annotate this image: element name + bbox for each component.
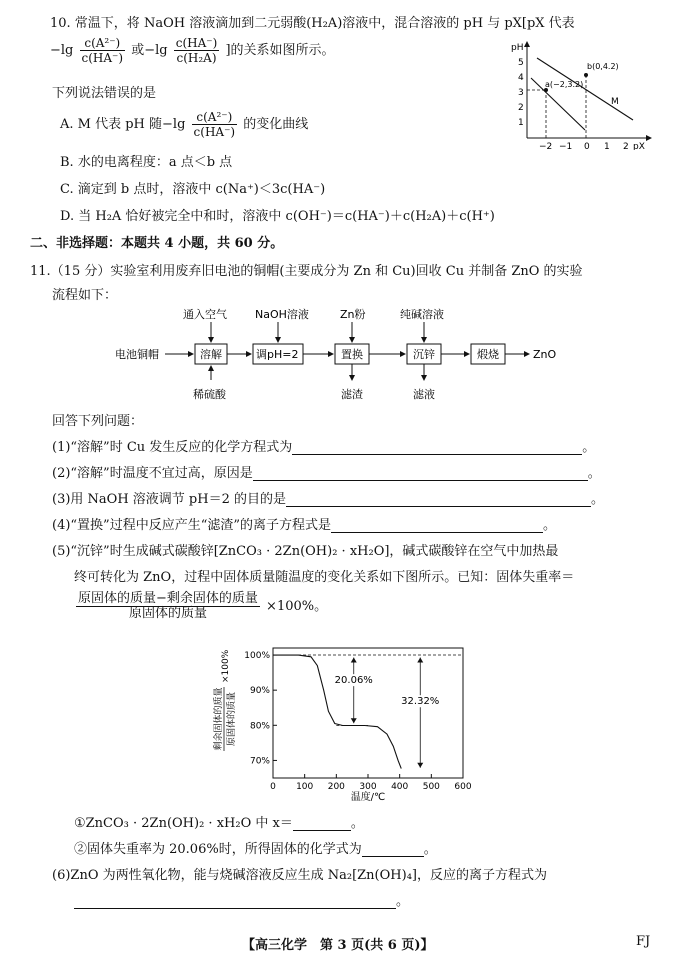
q10-frac1 <box>80 36 126 65</box>
q10-prompt: 下列说法错误的是 <box>52 86 157 101</box>
q11-part6-blank[interactable] <box>74 894 396 909</box>
flow-box4-label: 沉锌 <box>413 348 435 361</box>
q10-xtick-m1: −1 <box>559 142 573 150</box>
q11-part4-text: (4)“置换”过程中反应产生“滤渣”的离子方程式是 <box>52 518 331 533</box>
chart2-ylabel-suffix: ×100% <box>221 649 231 683</box>
q11-part1-period: 。 <box>582 440 596 455</box>
q11-part6-period: 。 <box>396 894 410 909</box>
q10-ytick-2: 2 <box>518 103 524 113</box>
q11-sub2-text: ②固体失重率为 20.06%时，所得固体的化学式为 <box>74 842 362 857</box>
q10-frac1-num: c(A²⁻) <box>80 36 126 51</box>
flow-box5-label: 煅烧 <box>477 348 499 361</box>
q10-curve-m-label: M <box>611 97 619 107</box>
q10-xtick-0: 0 <box>584 142 590 150</box>
chart2-xtick-label-3: 300 <box>359 782 377 792</box>
q11-sub1-blank[interactable] <box>293 816 351 831</box>
q10-line2-post: ]的关系如图所示。 <box>225 43 335 58</box>
chart2-arrow2-head-top <box>417 657 423 662</box>
q10-frac2-den: c(H₂A) <box>176 51 217 65</box>
chart2-arrow2-head-bottom <box>417 763 423 768</box>
q11-part4 <box>52 514 556 533</box>
q11-part5-line2: 终可转化为 ZnO，过程中固体质量随温度的变化关系如下图所示。已知：固体失重率＝ <box>74 570 575 585</box>
q10-ytick-1: 1 <box>518 118 524 128</box>
q11-part2-text: (2)“溶解”时温度不宜过高，原因是 <box>52 466 253 481</box>
q10-ylabel: pH <box>511 43 524 53</box>
flow-box3-label: 置换 <box>341 348 363 361</box>
q10-option-b: B. 水的电离程度：a 点＜b 点 <box>60 155 233 170</box>
flow-start: 电池铜帽 <box>115 348 159 361</box>
flow-top3: Zn粉 <box>340 308 366 321</box>
chart2-frame <box>273 648 463 778</box>
chart2-annotation-20: 20.06% <box>334 675 373 687</box>
q10-frac1-den: c(HA⁻) <box>81 51 124 65</box>
q10-ytick-4: 4 <box>518 73 524 83</box>
q10-xlabel: pX <box>633 142 645 150</box>
chart2-xtick-label-1: 100 <box>296 782 314 792</box>
chart2-mass-curve <box>273 655 401 769</box>
flow-box1-label: 溶解 <box>200 348 222 361</box>
q10-line2-mid: 或−lg <box>131 43 168 58</box>
flow-bottom3: 滤渣 <box>341 388 363 401</box>
q11-flow-diagram <box>115 306 575 406</box>
chart2-xlabel: 温度/℃ <box>350 792 386 802</box>
q10-ytick-3: 3 <box>518 88 524 98</box>
q11-part5-frac-den: 原固体的质量 <box>128 606 207 621</box>
chart2-xtick-label-2: 200 <box>327 782 345 792</box>
q11-line1: 11.（15 分）实验室利用废弃旧电池的铜帽(主要成分为 Zn 和 Cu)回收 Cu 并制备 ZnO 的实验 <box>30 264 583 279</box>
q10-line1: 10. 常温下，将 NaOH 溶液滴加到二元弱酸(H₂A)溶液中，混合溶液的 pH 与 pX[pX 代表 <box>50 16 575 31</box>
q11-part6-line2 <box>74 890 409 909</box>
q11-part1 <box>52 436 595 455</box>
q10-option-d: D. 当 H₂A 恰好被完全中和时，溶液中 c(OH⁻)＝c(HA⁻)＋c(H₂A)＋c(H⁺) <box>60 209 495 224</box>
chart2-ytick-label-1: 90% <box>249 686 270 697</box>
q10-point-b-label: b(0,4.2) <box>587 62 619 71</box>
q10-option-a-frac <box>192 110 238 139</box>
q11-sub2 <box>74 838 437 857</box>
q11-part5-formula <box>74 590 327 624</box>
q10-point-a-label: a(−2,3.2) <box>545 80 584 89</box>
q10-ph-graph <box>505 38 655 150</box>
footer-page-info: 【高三化学 第 3 页(共 6 页)】 <box>242 938 434 953</box>
q11-sub2-period: 。 <box>423 842 437 857</box>
q10-option-a-pre: A. M 代表 pH 随−lg <box>60 117 186 132</box>
q10-xtick-2: 2 <box>623 142 629 150</box>
q10-frac2 <box>174 36 220 65</box>
q11-part3-blank[interactable] <box>286 492 591 507</box>
q11-part3-text: (3)用 NaOH 溶液调节 pH＝2 的目的是 <box>52 492 286 507</box>
q11-sub1-period: 。 <box>350 816 364 831</box>
q10-option-a-num: c(A²⁻) <box>192 110 238 125</box>
q10-frac2-num: c(HA⁻) <box>175 36 218 50</box>
q11-sub1-text: ①ZnCO₃ · 2Zn(OH)₂ · xH₂O 中 x＝ <box>74 816 293 831</box>
q11-part2-blank[interactable] <box>253 466 588 481</box>
flow-top1: 通入空气 <box>183 308 227 321</box>
q11-sub1 <box>74 812 364 831</box>
chart2-xtick-label-5: 500 <box>422 782 440 792</box>
q10-point-b <box>584 73 588 77</box>
q11-part5-frac <box>76 592 260 621</box>
q10-line2-pre: −lg <box>50 43 74 58</box>
flow-top2: NaOH溶液 <box>255 308 309 321</box>
chart2-ytick-label-2: 80% <box>249 721 270 732</box>
chart2-ytick-label-3: 70% <box>249 756 270 767</box>
q11-part5-frac-post: ×100%。 <box>266 599 328 614</box>
q11-sub2-blank[interactable] <box>362 842 424 857</box>
chart2-annotation-32: 32.32% <box>401 696 440 708</box>
q11-part2-period: 。 <box>587 466 601 481</box>
q11-answer-prompt: 回答下列问题： <box>52 414 144 429</box>
flow-bottom4: 滤液 <box>413 388 435 401</box>
chart2-arrow1-head-bottom <box>351 718 357 723</box>
q11-part6-line1: (6)ZnO 为两性氧化物，能与烧碱溶液反应生成 Na₂[Zn(OH)₄]，反应的离子方程式为 <box>52 868 547 883</box>
q11-part3 <box>52 488 604 507</box>
flow-bottom1: 稀硫酸 <box>193 388 226 401</box>
flow-end: ZnO <box>533 348 557 361</box>
q10-line2 <box>50 34 335 68</box>
q10-option-a-den: c(HA⁻) <box>193 125 236 139</box>
flow-top4: 纯碱溶液 <box>400 308 444 321</box>
footer-code: FJ <box>636 934 651 949</box>
section2-heading: 二、非选择题：本题共 4 小题，共 60 分。 <box>30 236 284 251</box>
chart2-xtick-label-4: 400 <box>391 782 409 792</box>
q11-part1-blank[interactable] <box>292 440 582 455</box>
q10-option-a-post: 的变化曲线 <box>243 117 309 132</box>
q11-part5-line1: (5)“沉锌”时生成碱式碳酸锌[ZnCO₃ · 2Zn(OH)₂ · xH₂O]，碱式碳酸锌在空气中加热最 <box>52 544 559 559</box>
q10-xtick-m2: −2 <box>539 142 553 150</box>
q11-part1-text: (1)“溶解”时 Cu 发生反应的化学方程式为 <box>52 440 293 455</box>
chart2-ytick-label-0: 100% <box>244 651 270 662</box>
flow-box2-label: 调pH=2 <box>256 348 299 361</box>
q10-xtick-1: 1 <box>604 142 610 150</box>
q10-option-a <box>60 108 308 142</box>
q11-mass-temperature-chart <box>205 632 475 802</box>
q11-part2 <box>52 462 601 481</box>
chart2-ylabel-den: 原固体的质量 <box>227 691 237 747</box>
q11-part3-period: 。 <box>591 492 605 507</box>
q11-part4-period: 。 <box>543 518 557 533</box>
q11-part5-frac-num: 原固体的质量−剩余固体的质量 <box>78 591 258 606</box>
chart2-xtick-label-0: 0 <box>270 782 276 792</box>
q10-option-c: C. 滴定到 b 点时，溶液中 c(Na⁺)＜3c(HA⁻) <box>60 182 326 197</box>
q10-ytick-5: 5 <box>518 58 524 68</box>
chart2-ylabel <box>212 649 237 751</box>
q11-part4-blank[interactable] <box>331 518 543 533</box>
chart2-xtick-label-6: 600 <box>454 782 472 792</box>
chart2-arrow1-head-top <box>351 657 357 662</box>
chart2-ylabel-num: 剩余固体的质量 <box>214 687 224 751</box>
q11-line2: 流程如下： <box>52 288 118 303</box>
